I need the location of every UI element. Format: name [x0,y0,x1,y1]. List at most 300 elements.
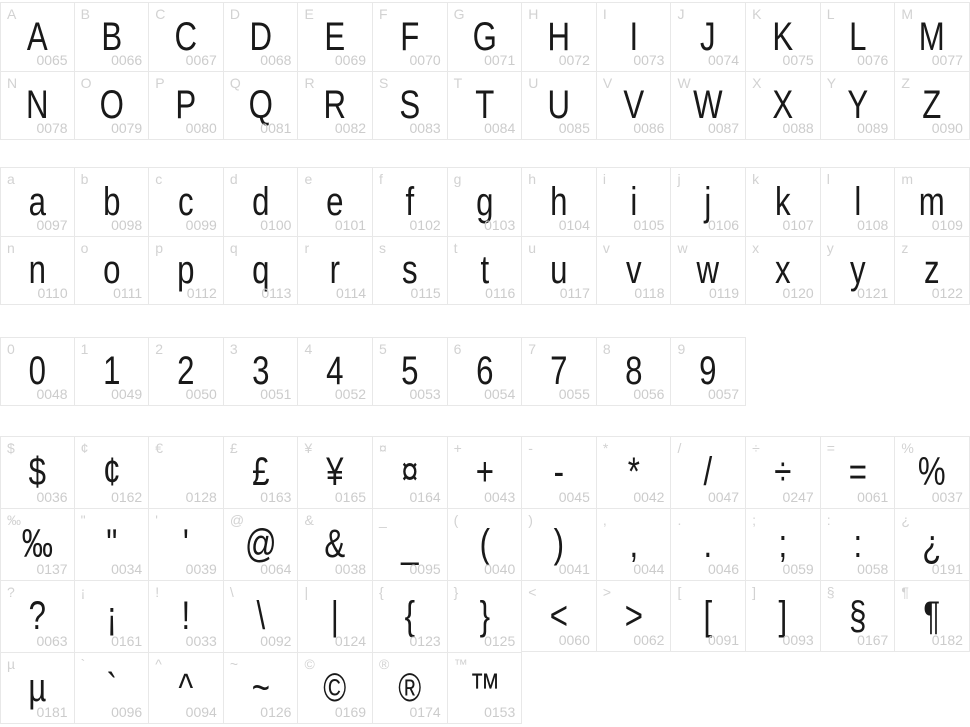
cell-glyph: ; [778,522,788,566]
glyph-cell [224,580,299,652]
cell-code-label: 0174 [409,704,441,720]
glyph-cell [821,580,896,652]
cell-glyph: N [26,83,49,127]
glyph-cell [75,71,150,140]
glyph-row [0,652,970,724]
glyph-cell [821,2,896,71]
cell-glyph: t [480,248,489,292]
glyph-row [0,236,970,305]
cell-code-label: 0037 [931,489,963,505]
cell-glyph: ¶ [923,593,941,638]
glyph-cell [224,436,299,508]
cell-code-label: 0104 [558,217,590,233]
glyph-cell [597,167,672,236]
cell-glyph: ® [398,665,422,710]
cell-code-label: 0093 [782,632,814,648]
cell-glyph: & [324,522,346,566]
cell-code-label: 0123 [409,633,441,649]
cell-glyph: f [405,179,415,224]
cell-glyph: = [848,450,867,494]
cell-char-label: e [304,171,313,187]
cell-char-label: L [826,6,835,22]
cell-glyph: , [629,522,639,566]
cell-code-label: 0063 [36,633,68,649]
cell-char-label: J [677,6,685,22]
glyph-cell [224,2,299,71]
cell-glyph: ¤ [401,450,419,494]
cell-code-label: 0117 [559,285,590,301]
cell-char-label: G [453,6,465,22]
cell-code-label: 0098 [111,217,143,233]
glyph-cell [522,236,597,305]
cell-char-label: : [826,512,831,528]
cell-char-label: ÷ [752,440,760,456]
cell-char-label: 4 [304,341,313,357]
cell-glyph: @ [244,522,277,566]
glyph-cell [224,167,299,236]
cell-code-label: 0102 [409,217,441,233]
cell-code-label: 0045 [558,489,590,505]
cell-glyph: O [99,83,124,127]
cell-char-label: f [379,171,383,187]
glyph-cell [746,167,821,236]
glyph-cell [0,580,75,652]
cell-code-label: 0128 [185,489,217,505]
cell-glyph: k [775,179,791,224]
cell-code-label: 0077 [931,52,963,68]
cell-char-label: S [379,75,389,91]
cell-char-label: r [304,240,310,256]
cell-char-label: 1 [80,341,89,357]
glyph-cell [298,236,373,305]
cell-code-label: 0039 [185,561,217,577]
cell-char-label: § [826,584,835,600]
cell-code-label: 0083 [409,120,441,136]
glyph-cell [671,337,746,406]
cell-char-label: d [229,171,238,187]
glyph-cell [448,652,523,724]
cell-glyph: 5 [401,349,419,393]
glyph-cell [298,652,373,724]
cell-glyph: ¿ [922,522,942,566]
cell-glyph: i [630,179,638,224]
cell-glyph: " [105,522,117,566]
cell-char-label: x [752,240,760,256]
cell-char-label: l [826,171,830,187]
cell-code-label: 0052 [334,386,367,402]
glyph-cell [522,508,597,580]
glyph-cell [298,167,373,236]
cell-code-label: 0054 [484,386,516,402]
cell-code-label: 0182 [931,632,963,648]
glyph-cell [746,71,821,140]
glyph-cell [75,167,150,236]
cell-code-label: 0113 [261,285,292,301]
glyph-cell [149,236,224,305]
cell-char-label: T [453,75,463,91]
cell-char-label: ( [453,512,459,528]
cell-glyph: D [249,14,272,59]
cell-code-label: 0071 [484,52,516,68]
cell-glyph: ™ [468,665,501,710]
cell-code-label: 0053 [409,386,441,402]
glyph-cell [821,236,896,305]
glyph-cell [746,436,821,508]
cell-char-label: { [379,584,384,600]
section-lowercase-letters [0,167,970,305]
cell-char-label: o [80,240,89,256]
cell-glyph: L [848,14,867,59]
cell-glyph: 8 [624,349,643,393]
section-digits [0,337,970,406]
cell-glyph: ) [553,522,565,566]
cell-char-label: € [155,440,164,456]
cell-char-label: F [379,6,388,22]
cell-char-label: v [602,240,610,256]
cell-code-label: 0079 [111,120,143,136]
glyph-cell [895,508,970,580]
cell-code-label: 0080 [185,120,217,136]
glyph-cell [373,337,448,406]
cell-code-label: 0084 [484,120,516,136]
cell-glyph: ` [106,665,117,710]
cell-glyph: A [26,14,48,59]
cell-glyph: * [627,450,640,494]
glyph-row [0,71,970,140]
glyph-cell [597,71,672,140]
glyph-cell [149,436,224,508]
cell-char-label: £ [229,440,238,456]
cell-glyph: \ [256,594,265,638]
glyph-cell [448,508,523,580]
cell-char-label: } [453,584,459,600]
cell-glyph: q [251,248,270,292]
cell-char-label: Q [229,75,241,91]
glyph-row [0,167,970,236]
cell-glyph: c [178,179,194,224]
cell-char-label: µ [7,656,16,672]
cell-code-label: 0038 [334,561,367,577]
cell-char-label: * [602,440,609,456]
cell-code-label: 0064 [260,561,292,577]
cell-glyph: ^ [178,665,194,710]
glyph-cell [821,436,896,508]
glyph-cell [597,580,672,652]
cell-char-label: ~ [229,656,239,672]
glyph-cell [0,652,75,724]
cell-glyph: H [547,14,571,59]
cell-char-label: m [901,171,913,187]
glyph-cell [522,436,597,508]
cell-char-label: u [528,240,537,256]
cell-glyph: X [772,83,794,127]
glyph-cell [149,71,224,140]
cell-char-label: W [677,75,691,91]
cell-code-label: 0061 [857,489,889,505]
cell-glyph: ~ [251,665,270,710]
cell-glyph: £ [251,450,270,494]
cell-code-label: 0162 [111,489,143,505]
cell-code-label: 0055 [558,386,590,402]
glyph-row [0,508,970,580]
cell-glyph: / [703,450,713,494]
cell-code-label: 0047 [707,489,740,505]
cell-code-label: 0089 [857,120,889,136]
cell-char-label: 2 [155,341,164,357]
cell-glyph: G [472,14,497,59]
cell-code-label: 0164 [409,489,441,505]
cell-char-label: h [528,171,537,187]
cell-code-label: 0076 [857,52,889,68]
cell-glyph: ( [479,522,490,566]
cell-char-label: z [901,240,909,256]
glyph-cell [298,71,373,140]
cell-glyph: M [919,14,946,59]
cell-char-label: X [752,75,762,91]
cell-glyph: ÷ [774,450,792,494]
cell-glyph: { [404,594,416,638]
cell-glyph: ¡ [106,594,117,638]
glyph-cell [373,2,448,71]
cell-char-label: j [677,171,681,187]
cell-glyph: x [775,248,791,292]
cell-char-label: 5 [379,341,387,357]
cell-char-label: w [677,240,688,256]
cell-glyph: | [331,594,340,638]
cell-code-label: 0191 [931,561,963,577]
glyph-cell [75,580,150,652]
glyph-cell [373,508,448,580]
cell-code-label: 0090 [931,120,963,136]
cell-glyph: u [550,248,568,292]
glyph-cell [0,71,75,140]
cell-char-label: M [901,6,913,22]
cell-code-label: 0103 [484,217,516,233]
cell-char-label: < [528,584,537,600]
glyph-cell [522,580,597,652]
cell-code-label: 0085 [558,120,590,136]
cell-glyph: - [553,450,565,494]
cell-glyph: 0 [28,349,46,393]
cell-code-label: 0065 [36,52,68,68]
cell-code-label: 0181 [36,704,68,720]
cell-glyph: E [324,14,346,59]
cell-code-label: 0062 [633,632,665,648]
cell-code-label: 0120 [782,285,814,301]
glyph-cell [149,580,224,652]
cell-glyph: ¢ [102,450,121,494]
cell-code-label: 0056 [633,386,665,402]
glyph-cell [671,508,746,580]
glyph-cell [224,652,299,724]
glyph-cell [298,580,373,652]
glyph-cell [895,2,970,71]
glyph-cell [448,71,523,140]
cell-code-label: 0041 [558,561,590,577]
cell-glyph: < [549,593,569,638]
cell-code-label: 0068 [260,52,292,68]
glyph-cell [298,2,373,71]
cell-glyph: 7 [550,349,568,393]
cell-code-label: 0165 [334,489,367,505]
cell-code-label: 0126 [260,704,292,720]
cell-char-label: ' [155,512,158,528]
cell-code-label: 0074 [707,52,740,68]
glyph-row [0,436,970,508]
cell-code-label: 0092 [260,633,292,649]
cell-code-label: 0033 [185,633,217,649]
cell-char-label: > [602,584,612,600]
glyph-cell [149,508,224,580]
cell-char-label: ¢ [80,440,89,456]
cell-char-label: i [602,171,606,187]
cell-glyph: + [475,450,494,494]
cell-char-label: I [602,6,607,22]
cell-glyph: _ [401,522,419,566]
cell-glyph: ] [778,593,788,638]
cell-glyph: § [848,593,867,638]
cell-code-label: 0094 [185,704,217,720]
cell-glyph: d [251,179,270,224]
cell-glyph: P [175,83,197,127]
cell-char-label: ¥ [304,440,313,456]
glyph-cell [224,337,299,406]
cell-code-label: 0163 [260,489,292,505]
cell-glyph: h [550,179,568,224]
cell-glyph: } [479,594,490,638]
glyph-cell [895,580,970,652]
cell-code-label: 0112 [186,285,217,301]
cell-char-label: g [453,171,462,187]
glyph-cell [597,236,672,305]
cell-char-label: 9 [677,341,686,357]
cell-glyph: Y [847,83,868,127]
cell-glyph: y [849,248,866,292]
glyph-cell [746,580,821,652]
cell-code-label: 0044 [633,561,665,577]
glyph-cell [895,236,970,305]
cell-char-label: Z [901,75,910,91]
cell-glyph: ‰ [21,522,53,566]
cell-glyph: I [629,14,639,59]
glyph-cell [895,436,970,508]
cell-code-label: 0107 [782,217,814,233]
cell-code-label: 0073 [633,52,665,68]
glyph-cell [746,2,821,71]
cell-code-label: 0034 [111,561,143,577]
cell-code-label: 0100 [260,217,292,233]
glyph-cell [373,580,448,652]
cell-char-label: + [453,440,462,456]
cell-glyph: © [323,665,347,710]
section-uppercase-letters [0,2,970,140]
cell-char-label: & [304,512,314,528]
cell-glyph: ? [28,594,46,638]
cell-char-label: y [826,240,834,256]
cell-code-label: 0169 [334,704,367,720]
cell-char-label: N [7,75,18,91]
cell-code-label: 0049 [111,386,143,402]
cell-char-label: C [155,6,166,22]
cell-code-label: 0091 [707,632,740,648]
cell-code-label: 0118 [634,285,665,301]
cell-code-label: 0067 [185,52,217,68]
glyph-cell [373,167,448,236]
cell-code-label: 0057 [707,386,740,402]
glyph-row [0,580,970,652]
cell-glyph: w [697,248,720,292]
cell-char-label: 8 [602,341,611,357]
cell-char-label: ¡ [80,584,86,600]
glyph-cell [746,508,821,580]
cell-code-label: 0109 [931,217,963,233]
cell-char-label: ‰ [7,512,21,528]
cell-glyph: p [177,248,195,292]
cell-char-label: [ [677,584,682,600]
glyph-cell [75,2,150,71]
cell-code-label: 0036 [36,489,68,505]
cell-code-label: 0042 [633,489,665,505]
cell-glyph: v [625,248,642,292]
cell-glyph: 3 [251,349,270,393]
cell-char-label: ™ [453,656,468,672]
cell-glyph: % [918,450,946,494]
cell-char-label: c [155,171,163,187]
cell-char-label: a [7,171,15,187]
cell-code-label: 0096 [111,704,143,720]
glyph-cell [671,71,746,140]
cell-glyph: ¥ [326,450,344,494]
cell-glyph: . [703,522,713,566]
cell-char-label: B [80,6,90,22]
cell-code-label: 0161 [111,633,143,649]
cell-char-label: @ [229,512,245,528]
glyph-cell [0,436,75,508]
cell-char-label: % [901,440,914,456]
cell-glyph: n [28,248,46,292]
cell-char-label: - [528,440,533,456]
cell-glyph: F [400,14,420,59]
cell-char-label: = [826,440,835,456]
glyph-cell [597,436,672,508]
glyph-cell [448,167,523,236]
glyph-cell [671,236,746,305]
cell-glyph: s [402,248,418,292]
cell-char-label: R [304,75,315,91]
glyph-cell [671,2,746,71]
cell-glyph: 1 [102,349,121,393]
cell-code-label: 0078 [36,120,68,136]
cell-glyph: V [623,83,645,127]
glyph-cell [0,508,75,580]
cell-char-label: ; [752,512,756,528]
cell-code-label: 0050 [185,386,217,402]
cell-code-label: 0095 [409,561,441,577]
cell-code-label: 0097 [36,217,68,233]
cell-char-label: p [155,240,164,256]
cell-char-label: ` [80,656,86,672]
cell-code-label: 0108 [857,217,889,233]
cell-glyph: J [700,14,717,59]
cell-code-label: 0072 [558,52,590,68]
cell-code-label: 0060 [558,632,590,648]
cell-code-label: 0086 [633,120,665,136]
glyph-cell [75,436,150,508]
cell-code-label: 0099 [185,217,217,233]
cell-char-label: ] [752,584,756,600]
cell-code-label: 0247 [782,489,814,505]
glyph-cell [746,236,821,305]
